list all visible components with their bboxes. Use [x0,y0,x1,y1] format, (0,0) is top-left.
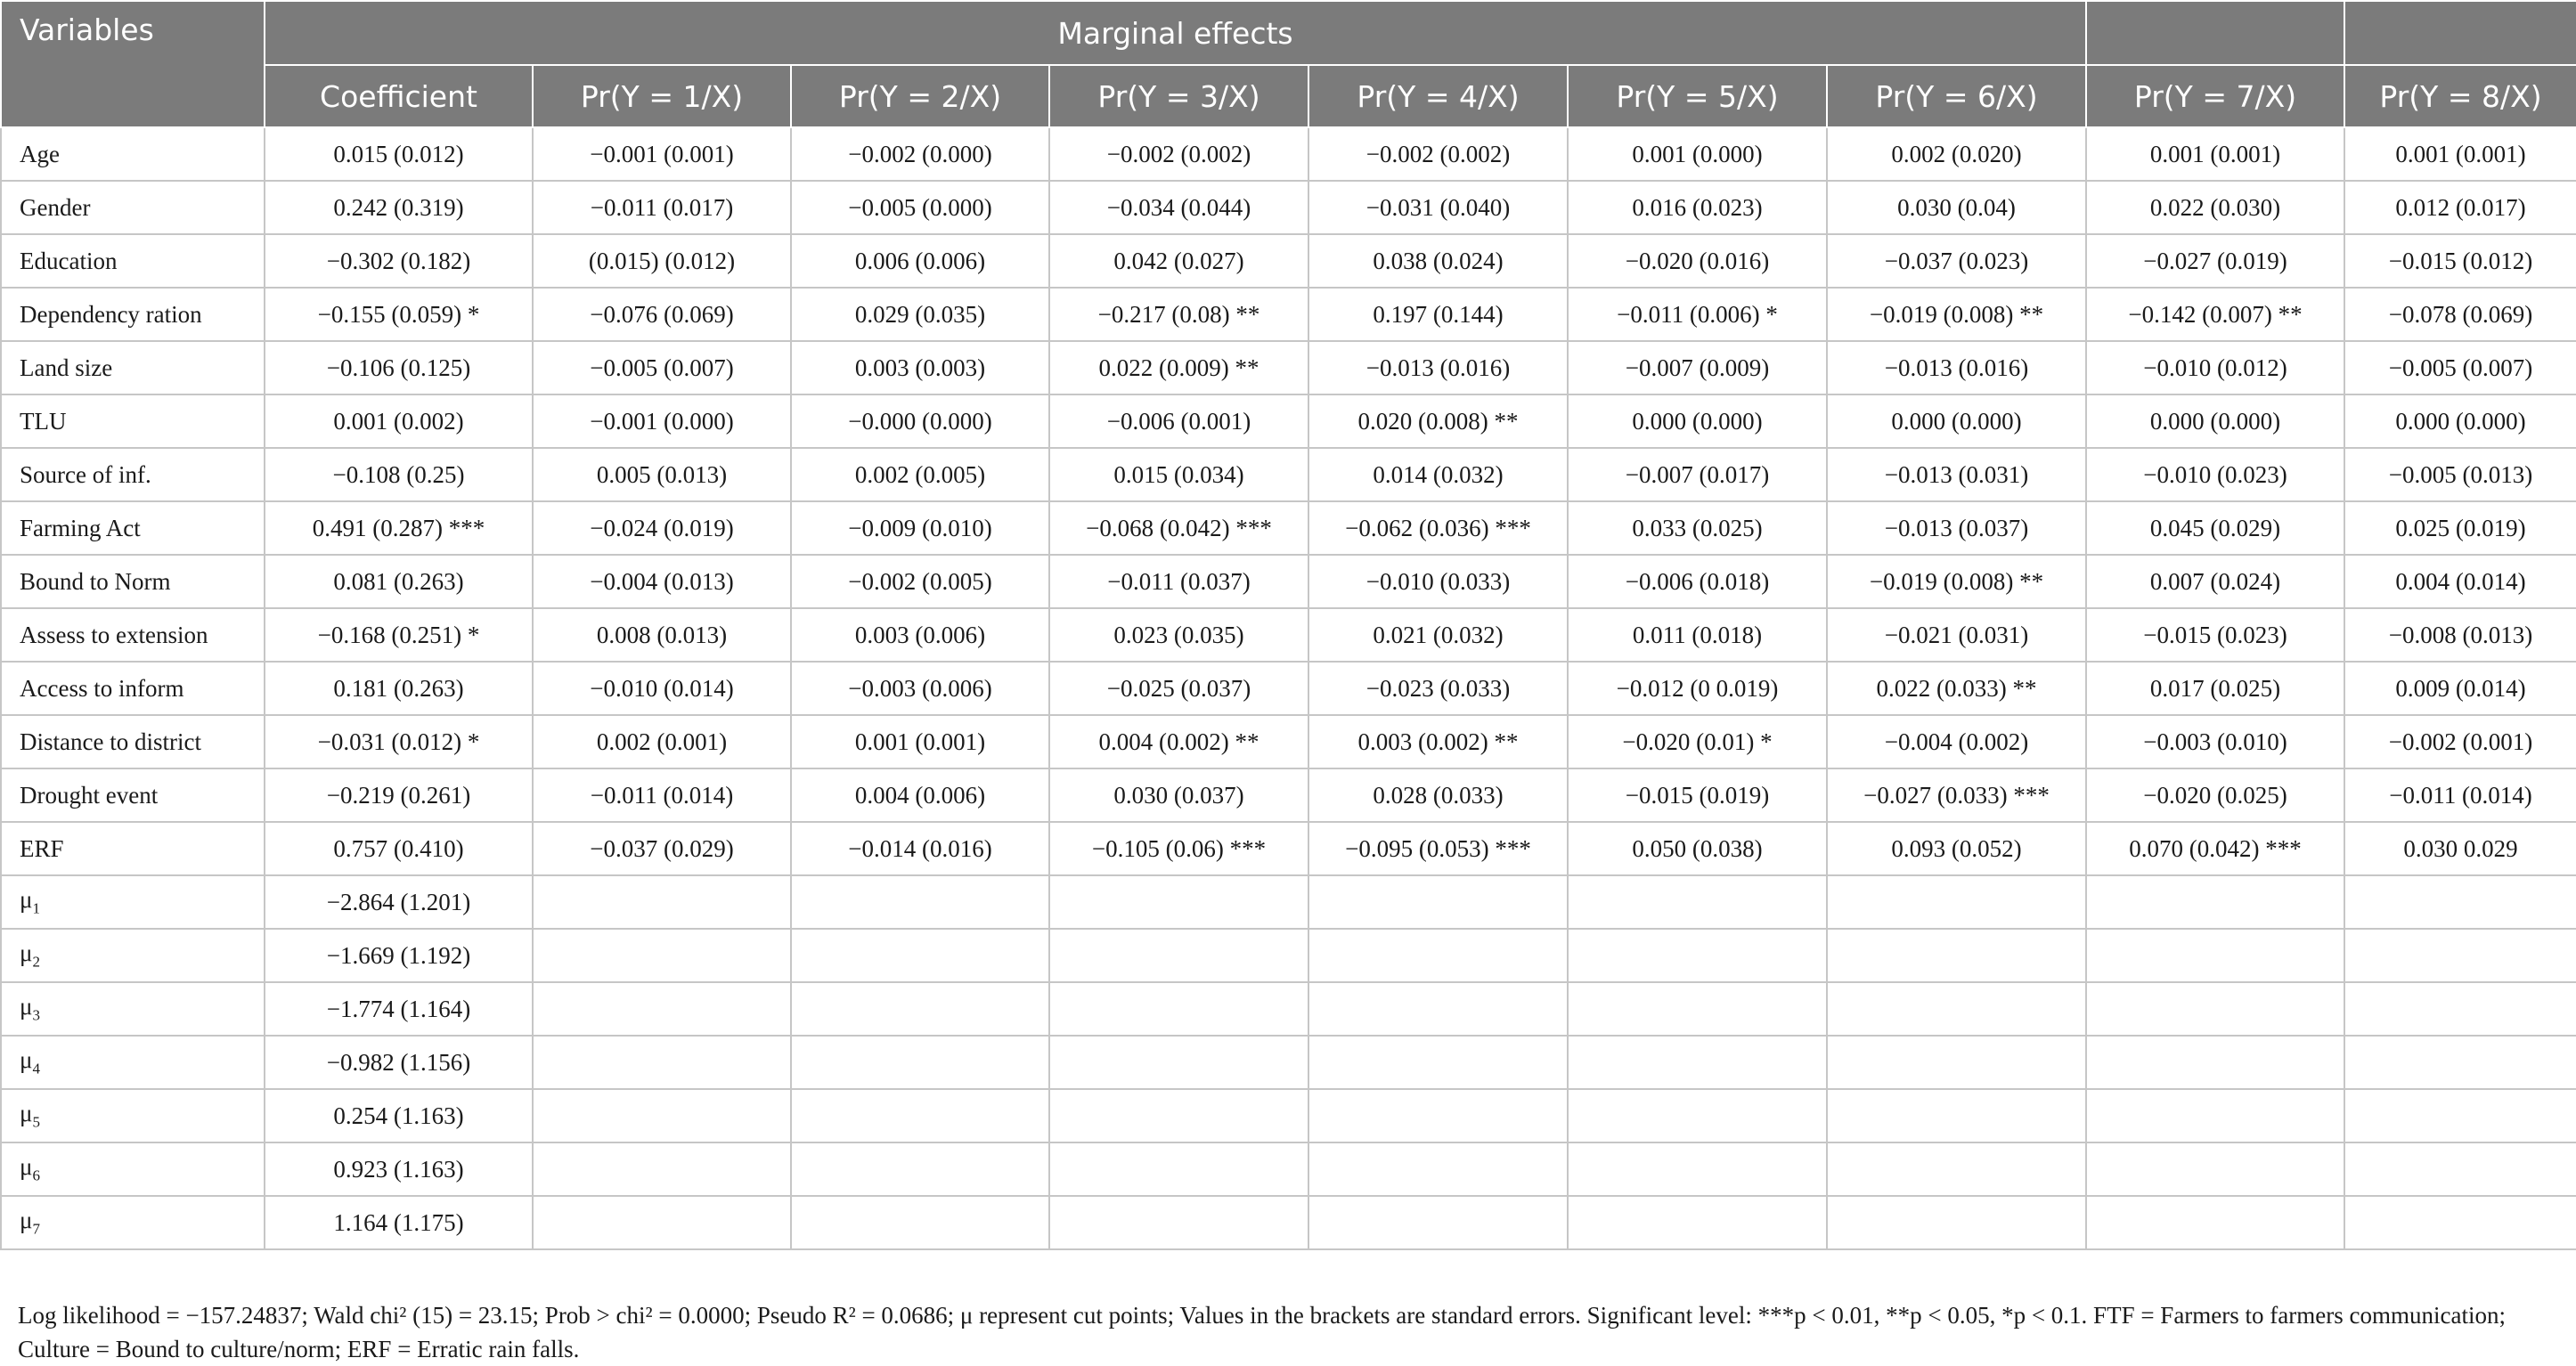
marginal-effect-cell: 0.003 (0.006) [791,608,1049,662]
empty-cell [533,982,791,1036]
cutpoint-row [1,982,2576,1036]
marginal-effect-cell: (0.015) (0.012) [533,234,791,288]
coefficient-cell: −0.155 (0.059) * [265,288,533,341]
marginal-effect-cell: −0.014 (0.016) [791,822,1049,875]
table-row [1,288,2576,341]
empty-cell [791,929,1049,982]
marginal-effect-cell: 0.015 (0.034) [1049,448,1308,501]
marginal-effect-cell: −0.005 (0.007) [533,341,791,394]
pr-header: Pr(Y = 6/X) [1827,65,2086,127]
empty-cell [2086,1036,2344,1089]
cutpoint-value: −0.982 (1.156) [265,1036,533,1089]
empty-cell [2344,929,2576,982]
cutpoint-value: 1.164 (1.175) [265,1196,533,1249]
marginal-effect-cell: −0.008 (0.013) [2344,608,2576,662]
marginal-effect-cell: 0.070 (0.042) *** [2086,822,2344,875]
cutpoint-row [1,1089,2576,1142]
empty-cell [533,1142,791,1196]
pr-header: Pr(Y = 1/X) [533,65,791,127]
cutpoint-label [1,982,265,1036]
cutpoint-row [1,1196,2576,1249]
marginal-effect-cell: −0.011 (0.017) [533,181,791,234]
marginal-effect-cell: 0.003 (0.003) [791,341,1049,394]
marginal-effect-cell: −0.010 (0.033) [1308,555,1568,608]
empty-cell [1568,1196,1827,1249]
empty-cell [1568,1036,1827,1089]
marginal-effect-cell: −0.078 (0.069) [2344,288,2576,341]
coefficient-cell: 0.181 (0.263) [265,662,533,715]
empty-cell [2344,1036,2576,1089]
table-row [1,555,2576,608]
marginal-effect-cell: −0.004 (0.013) [533,555,791,608]
mu-index: 3 [32,1006,40,1024]
pr-header: Pr(Y = 8/X) [2344,65,2576,127]
marginal-effect-cell: −0.031 (0.040) [1308,181,1568,234]
table-row [1,715,2576,768]
coefficient-cell: 0.242 (0.319) [265,181,533,234]
marginal-effect-cell: 0.021 (0.032) [1308,608,1568,662]
table-row [1,608,2576,662]
variable-label: Bound to Norm [1,555,265,608]
mu-symbol: μ [20,939,33,967]
empty-cell [2086,1089,2344,1142]
marginal-effect-cell: 0.023 (0.035) [1049,608,1308,662]
marginal-effect-cell: 0.001 (0.001) [2344,127,2576,181]
coefficient-cell: −0.219 (0.261) [265,768,533,822]
cutpoint-value: 0.923 (1.163) [265,1142,533,1196]
marginal-effect-cell: 0.030 (0.037) [1049,768,1308,822]
marginal-effect-cell: 0.005 (0.013) [533,448,791,501]
empty-cell [533,875,791,929]
variable-label: Education [1,234,265,288]
marginal-effect-cell: 0.004 (0.014) [2344,555,2576,608]
marginal-effect-cell: 0.017 (0.025) [2086,662,2344,715]
empty-cell [1308,929,1568,982]
marginal-effect-cell: 0.004 (0.002) ** [1049,715,1308,768]
pr-header: Pr(Y = 4/X) [1308,65,1568,127]
marginal-effect-cell: −0.015 (0.012) [2344,234,2576,288]
empty-cell [1827,929,2086,982]
empty-cell [791,1196,1049,1249]
variable-label: Gender [1,181,265,234]
variable-label: Distance to district [1,715,265,768]
empty-cell [2086,982,2344,1036]
marginal-effect-cell: 0.000 (0.000) [2086,394,2344,448]
marginal-effect-cell: −0.021 (0.031) [1827,608,2086,662]
empty-cell [1827,1036,2086,1089]
marginal-effect-cell: 0.001 (0.001) [791,715,1049,768]
variable-label: Land size [1,341,265,394]
empty-cell [2086,929,2344,982]
marginal-effect-cell: −0.062 (0.036) *** [1308,501,1568,555]
coefficient-cell: −0.168 (0.251) * [265,608,533,662]
marginal-effect-cell: 0.020 (0.008) ** [1308,394,1568,448]
marginal-effect-cell: −0.023 (0.033) [1308,662,1568,715]
marginal-effect-cell: −0.006 (0.001) [1049,394,1308,448]
marginal-effect-cell: −0.007 (0.017) [1568,448,1827,501]
mu-index: 4 [32,1060,40,1077]
mu-symbol: μ [20,1046,33,1074]
empty-cell [1827,875,2086,929]
marginal-effect-cell: 0.001 (0.000) [1568,127,1827,181]
variables-header: Variables [1,1,265,127]
table-row [1,234,2576,288]
marginal-effect-cell: 0.022 (0.030) [2086,181,2344,234]
empty-cell [1568,929,1827,982]
table-row [1,822,2576,875]
empty-cell [1308,982,1568,1036]
empty-cell [1049,1142,1308,1196]
table-row [1,501,2576,555]
marginal-effect-cell: −0.010 (0.012) [2086,341,2344,394]
marginal-effect-cell: −0.020 (0.01) * [1568,715,1827,768]
marginal-effect-cell: −0.005 (0.013) [2344,448,2576,501]
header-row-top [1,1,2576,65]
marginal-effect-cell: −0.002 (0.002) [1049,127,1308,181]
empty-cell [1827,1089,2086,1142]
cutpoint-label [1,929,265,982]
marginal-effect-cell: −0.013 (0.037) [1827,501,2086,555]
marginal-effect-cell: −0.012 (0 0.019) [1568,662,1827,715]
marginal-effect-cell: 0.002 (0.020) [1827,127,2086,181]
variable-label: Age [1,127,265,181]
header-blank [2344,1,2576,65]
cutpoint-label [1,1089,265,1142]
variable-label: TLU [1,394,265,448]
marginal-effect-cell: −0.005 (0.007) [2344,341,2576,394]
pr-header: Pr(Y = 3/X) [1049,65,1308,127]
marginal-effect-cell: −0.002 (0.002) [1308,127,1568,181]
marginal-effect-cell: −0.013 (0.031) [1827,448,2086,501]
empty-cell [1568,1142,1827,1196]
empty-cell [1049,875,1308,929]
marginal-effect-cell: −0.001 (0.000) [533,394,791,448]
mu-index: 6 [32,1167,40,1184]
marginal-effect-cell: 0.012 (0.017) [2344,181,2576,234]
marginal-effect-cell: −0.009 (0.010) [791,501,1049,555]
marginal-effect-cell: −0.027 (0.033) *** [1827,768,2086,822]
table-row [1,181,2576,234]
marginal-effect-cell: 0.042 (0.027) [1049,234,1308,288]
marginal-effect-cell: 0.197 (0.144) [1308,288,1568,341]
marginal-effect-cell: 0.022 (0.033) ** [1827,662,2086,715]
table-row [1,341,2576,394]
table-row [1,394,2576,448]
marginal-effect-cell: 0.011 (0.018) [1568,608,1827,662]
marginal-effect-cell: −0.037 (0.023) [1827,234,2086,288]
marginal-effect-cell: 0.030 (0.04) [1827,181,2086,234]
empty-cell [1308,875,1568,929]
marginal-effect-cell: −0.011 (0.037) [1049,555,1308,608]
table-row [1,662,2576,715]
empty-cell [1049,982,1308,1036]
empty-cell [2344,875,2576,929]
table-row [1,768,2576,822]
marginal-effect-cell: −0.004 (0.002) [1827,715,2086,768]
empty-cell [533,929,791,982]
marginal-effect-cell: 0.045 (0.029) [2086,501,2344,555]
marginal-effect-cell: 0.025 (0.019) [2344,501,2576,555]
marginal-effect-cell: −0.076 (0.069) [533,288,791,341]
empty-cell [2344,1196,2576,1249]
marginal-effect-cell: −0.007 (0.009) [1568,341,1827,394]
marginal-effect-cell: 0.002 (0.001) [533,715,791,768]
coefficient-cell: 0.081 (0.263) [265,555,533,608]
marginal-effect-cell: 0.000 (0.000) [1568,394,1827,448]
marginal-effect-cell: 0.030 0.029 [2344,822,2576,875]
marginal-effect-cell: 0.009 (0.014) [2344,662,2576,715]
marginal-effect-cell: −0.217 (0.08) ** [1049,288,1308,341]
cutpoint-value: 0.254 (1.163) [265,1089,533,1142]
marginal-effect-cell: 0.050 (0.038) [1568,822,1827,875]
marginal-effect-cell: 0.029 (0.035) [791,288,1049,341]
marginal-effect-cell: −0.013 (0.016) [1308,341,1568,394]
marginal-effect-cell: 0.093 (0.052) [1827,822,2086,875]
mu-index: 7 [32,1220,40,1238]
marginal-effect-cell: −0.015 (0.019) [1568,768,1827,822]
coefficient-cell: 0.001 (0.002) [265,394,533,448]
header-blank [2086,1,2344,65]
marginal-effect-cell: 0.038 (0.024) [1308,234,1568,288]
marginal-effect-cell: 0.000 (0.000) [2344,394,2576,448]
mu-symbol: μ [20,1100,33,1127]
empty-cell [1827,1196,2086,1249]
empty-cell [1568,1089,1827,1142]
variable-label: Assess to extension [1,608,265,662]
coefficient-cell: −0.106 (0.125) [265,341,533,394]
marginal-effect-cell: −0.034 (0.044) [1049,181,1308,234]
empty-cell [533,1036,791,1089]
marginal-effect-cell: −0.003 (0.006) [791,662,1049,715]
empty-cell [2086,1196,2344,1249]
variable-label: Drought event [1,768,265,822]
marginal-effect-cell: −0.003 (0.010) [2086,715,2344,768]
empty-cell [1049,1089,1308,1142]
marginal-effect-cell: −0.002 (0.000) [791,127,1049,181]
marginal-effect-cell: −0.015 (0.023) [2086,608,2344,662]
marginal-effect-cell: −0.020 (0.016) [1568,234,1827,288]
marginal-effect-cell: 0.007 (0.024) [2086,555,2344,608]
marginal-effect-cell: −0.019 (0.008) ** [1827,555,2086,608]
empty-cell [1568,982,1827,1036]
marginal-effect-cell: −0.037 (0.029) [533,822,791,875]
marginal-effect-cell: −0.011 (0.006) * [1568,288,1827,341]
empty-cell [2344,1142,2576,1196]
mu-symbol: μ [20,886,33,914]
marginal-effect-cell: 0.002 (0.005) [791,448,1049,501]
marginal-effect-cell: −0.068 (0.042) *** [1049,501,1308,555]
variable-label: Source of inf. [1,448,265,501]
marginal-effect-cell: −0.002 (0.005) [791,555,1049,608]
marginal-effect-cell: −0.019 (0.008) ** [1827,288,2086,341]
marginal-effect-cell: −0.024 (0.019) [533,501,791,555]
empty-cell [791,1036,1049,1089]
marginal-effect-cell: −0.000 (0.000) [791,394,1049,448]
marginal-effect-cell: −0.005 (0.000) [791,181,1049,234]
table-footnote: Log likelihood = −157.24837; Wald chi² (15) = 23.15; Prob > chi² = 0.0000; Pseudo R² = 0.0686; μ represent cut points; Values in the brackets are standard errors. Significant level: ***p < 0.01, **p < 0.05, *p < 0.1. FTF = Farmers to farmers communication; Culture = Bound to culture/norm; ERF = Erratic rain falls. [18,1302,2506,1362]
mu-symbol: μ [20,1207,33,1234]
marginal-effect-cell: 0.014 (0.032) [1308,448,1568,501]
empty-cell [791,1089,1049,1142]
coefficient-cell: 0.491 (0.287) *** [265,501,533,555]
marginal-effect-cell: −0.006 (0.018) [1568,555,1827,608]
marginal-effect-cell: −0.010 (0.014) [533,662,791,715]
cutpoint-row [1,1036,2576,1089]
empty-cell [1827,1142,2086,1196]
header-row-bottom [1,65,2576,127]
empty-cell [2086,875,2344,929]
marginal-effect-cell: −0.142 (0.007) ** [2086,288,2344,341]
cutpoint-value: −1.774 (1.164) [265,982,533,1036]
mu-index: 5 [32,1113,40,1131]
marginal-effect-cell: 0.004 (0.006) [791,768,1049,822]
cutpoint-row [1,929,2576,982]
marginal-effect-cell: 0.003 (0.002) ** [1308,715,1568,768]
marginal-effect-cell: −0.020 (0.025) [2086,768,2344,822]
coefficient-cell: −0.108 (0.25) [265,448,533,501]
pr-header: Pr(Y = 7/X) [2086,65,2344,127]
coefficient-cell: −0.031 (0.012) * [265,715,533,768]
marginal-effect-cell: 0.000 (0.000) [1827,394,2086,448]
marginal-effect-cell: −0.013 (0.016) [1827,341,2086,394]
empty-cell [791,1142,1049,1196]
cutpoint-value: −2.864 (1.201) [265,875,533,929]
empty-cell [2344,982,2576,1036]
empty-cell [1049,1196,1308,1249]
empty-cell [1049,1036,1308,1089]
marginal-effect-cell: −0.105 (0.06) *** [1049,822,1308,875]
mu-index: 1 [32,899,40,917]
variable-label: Farming Act [1,501,265,555]
mu-index: 2 [32,953,40,971]
coefficient-cell: −0.302 (0.182) [265,234,533,288]
cutpoint-label [1,1036,265,1089]
pr-header: Pr(Y = 5/X) [1568,65,1827,127]
cutpoint-label [1,875,265,929]
variable-label: Access to inform [1,662,265,715]
marginal-effect-cell: −0.002 (0.001) [2344,715,2576,768]
marginal-effect-cell: −0.095 (0.053) *** [1308,822,1568,875]
empty-cell [791,875,1049,929]
marginal-effect-cell: −0.027 (0.019) [2086,234,2344,288]
table-row [1,448,2576,501]
marginal-effect-cell: −0.010 (0.023) [2086,448,2344,501]
empty-cell [1308,1089,1568,1142]
empty-cell [1308,1142,1568,1196]
cutpoint-label [1,1142,265,1196]
coefficient-cell: 0.015 (0.012) [265,127,533,181]
cutpoint-row [1,1142,2576,1196]
marginal-effect-cell: 0.033 (0.025) [1568,501,1827,555]
marginal-effect-cell: −0.025 (0.037) [1049,662,1308,715]
empty-cell [533,1196,791,1249]
marginal-effect-cell: −0.011 (0.014) [533,768,791,822]
marginal-effect-cell: 0.022 (0.009) ** [1049,341,1308,394]
empty-cell [1308,1036,1568,1089]
empty-cell [2086,1142,2344,1196]
marginal-effect-cell: 0.008 (0.013) [533,608,791,662]
coefficient-header: Coefficient [265,65,533,127]
marginal-effects-header: Marginal effects [265,1,2086,65]
variable-label: Dependency ration [1,288,265,341]
marginal-effect-cell: 0.006 (0.006) [791,234,1049,288]
marginal-effect-cell: −0.001 (0.001) [533,127,791,181]
table-row [1,127,2576,181]
empty-cell [1568,875,1827,929]
mu-symbol: μ [20,1153,33,1181]
empty-cell [1049,929,1308,982]
empty-cell [533,1089,791,1142]
mu-symbol: μ [20,993,33,1020]
pr-header: Pr(Y = 2/X) [791,65,1049,127]
marginal-effect-cell: 0.016 (0.023) [1568,181,1827,234]
marginal-effect-cell: −0.011 (0.014) [2344,768,2576,822]
empty-cell [2344,1089,2576,1142]
marginal-effect-cell: 0.001 (0.001) [2086,127,2344,181]
empty-cell [791,982,1049,1036]
empty-cell [1308,1196,1568,1249]
variable-label: ERF [1,822,265,875]
cutpoint-label [1,1196,265,1249]
empty-cell [1827,982,2086,1036]
cutpoint-row [1,875,2576,929]
table-body [1,127,2576,1249]
marginal-effect-cell: 0.028 (0.033) [1308,768,1568,822]
cutpoint-value: −1.669 (1.192) [265,929,533,982]
coefficient-cell: 0.757 (0.410) [265,822,533,875]
